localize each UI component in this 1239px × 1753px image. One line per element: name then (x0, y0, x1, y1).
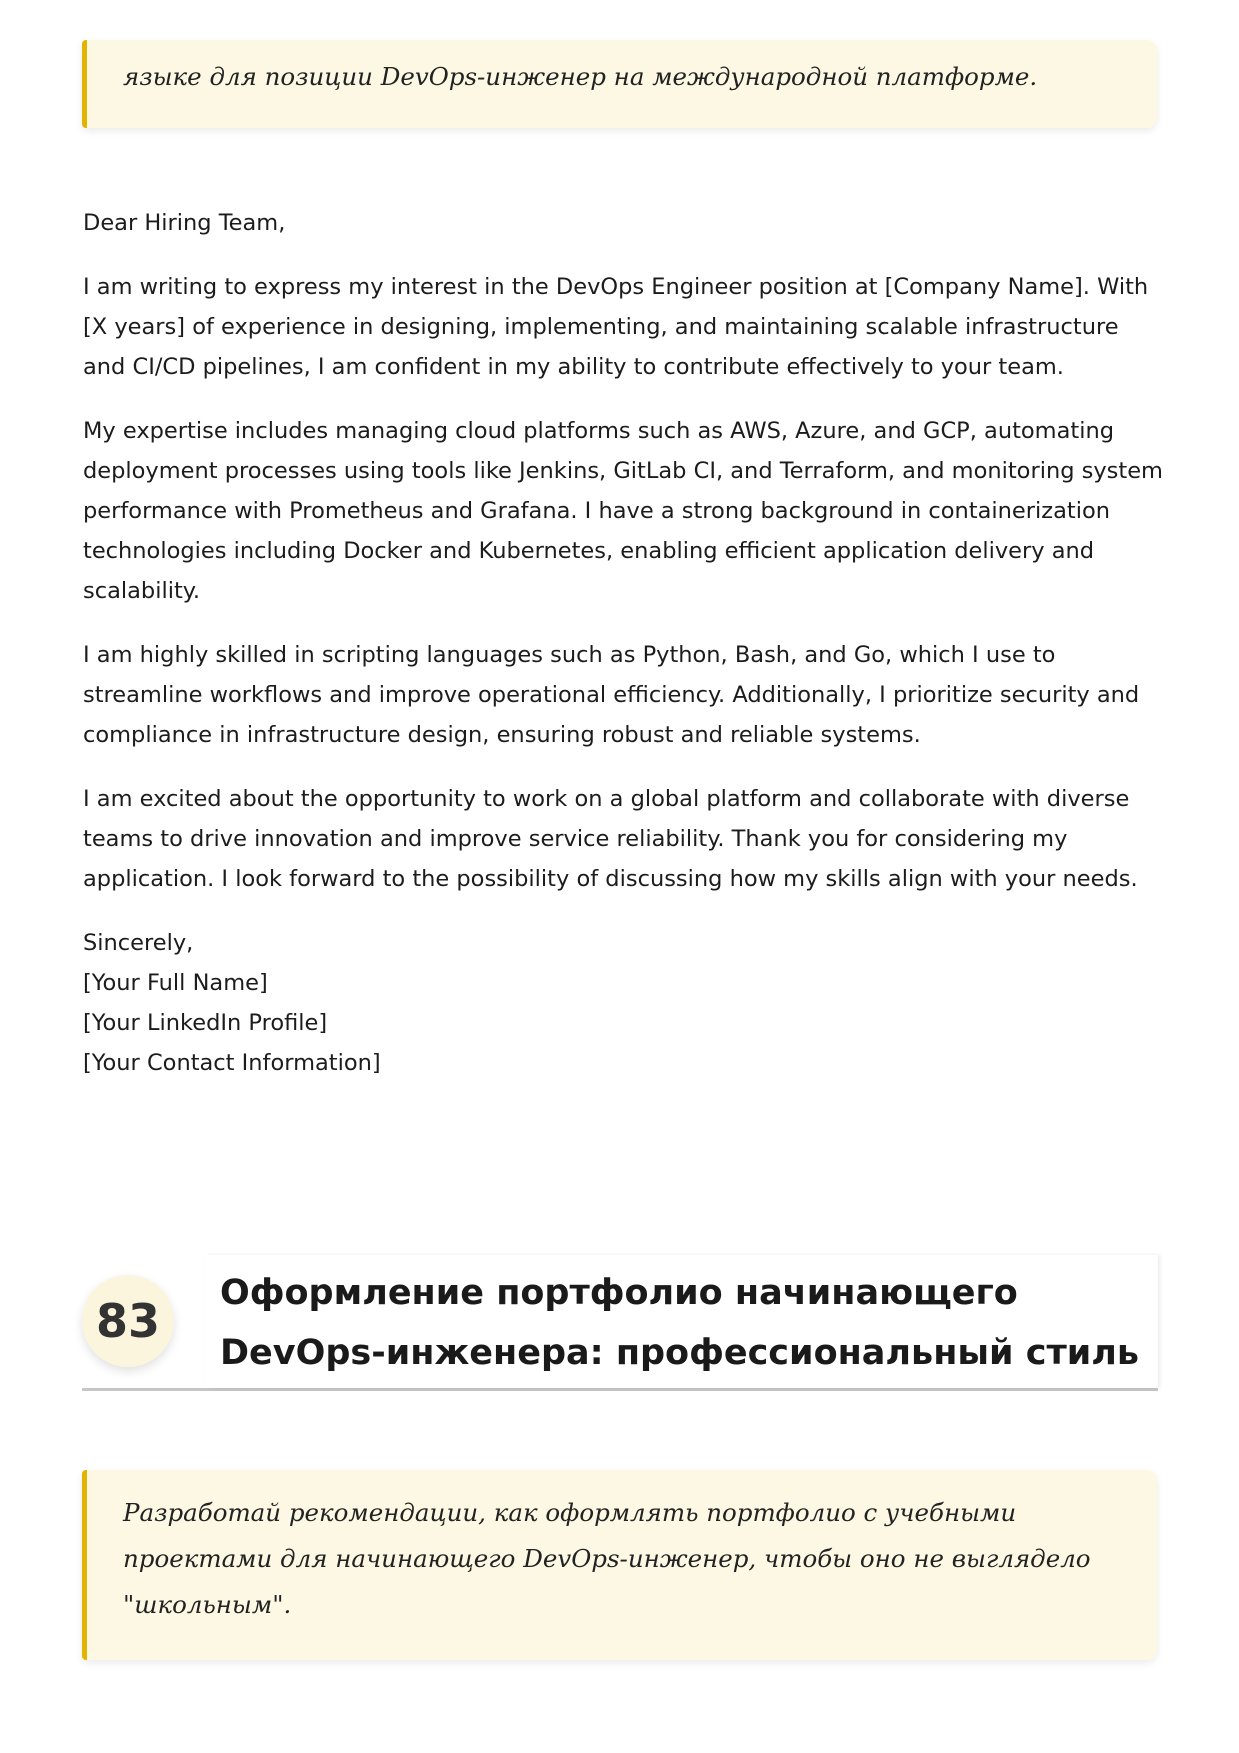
letter-greeting: Dear Hiring Team, (83, 210, 286, 236)
section-header (82, 1255, 1158, 1391)
letter-paragraph: I am excited about the opportunity to work on a global platform and collaborate with diverse teams to drive innovation and improve service reliability. Thank you for considering my application. I look forward to the possibility of discussing how my skills align with your needs. (83, 786, 1138, 892)
section-title-box (206, 1255, 1158, 1388)
section-title: Оформление портфолио начинающего DevOps-инженера: профессиональный стиль (220, 1273, 1140, 1373)
letter-paragraph: I am highly skilled in scripting languages such as Python, Bash, and Go, which I use to streamline workflows and improve operational efficiency. Additionally, I prioritize security and compliance in infrastructure design, ensuring robust and reliable systems. (83, 642, 1140, 748)
signature-linkedin: [Your LinkedIn Profile] (83, 1010, 328, 1036)
prompt-text: Разработай рекомендации, как оформлять портфолио с учебными проектами для начинающего DevOps-инженер, чтобы оно не выглядело "школьным". (123, 1498, 1091, 1619)
letter-signature (83, 923, 1163, 1083)
prompt-quote-continued (82, 40, 1157, 128)
section-number-badge: 83 (82, 1275, 174, 1367)
letter-paragraph: My expertise includes managing cloud platforms such as AWS, Azure, and GCP, automating deployment processes using tools like Jenkins, GitLab CI, and Terraform, and monitoring system performance with Prometheus and Grafana. I have a strong background in containerization technologies including Docker and Kubernetes, enabling efficient application delivery and scalability. (83, 418, 1163, 604)
signature-contact: [Your Contact Information] (83, 1050, 381, 1076)
cover-letter (83, 203, 1163, 1083)
prompt-quote (82, 1470, 1157, 1660)
letter-paragraph: I am writing to express my interest in the DevOps Engineer position at [Company Name]. With [X years] of experience in designing, implementing, and maintaining scalable infrastructure and CI/CD pipelines, I am confident in my ability to contribute effectively to your team. (83, 274, 1149, 380)
signature-closing: Sincerely, (83, 930, 194, 956)
prompt-text: языке для позиции DevOps-инженер на международной платформе. (123, 62, 1038, 91)
signature-name: [Your Full Name] (83, 970, 268, 996)
